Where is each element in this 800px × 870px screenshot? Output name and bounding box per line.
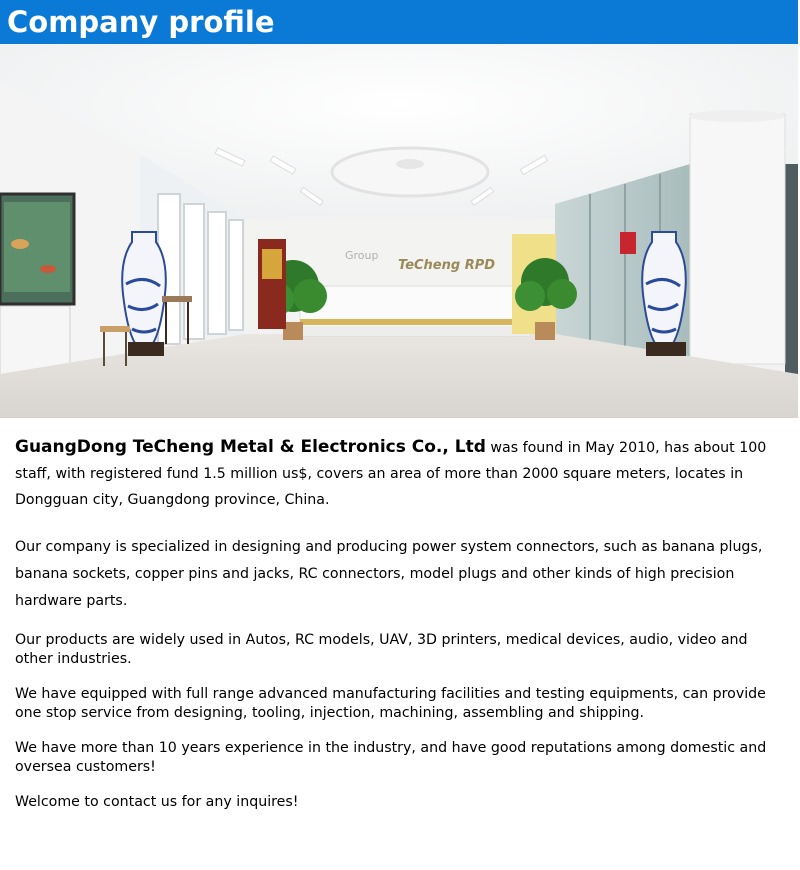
wall-sign: Group	[345, 249, 379, 262]
paragraph-applications: Our products are widely used in Autos, RC models, UAV, 3D printers, medical devices, audio, video and other industries.	[15, 632, 748, 667]
intro-text: was found in May 2010, has about 100 staff, with registered fund 1.5 million us$, covers an area of more than 2000 square meters, locates in Dongguan city, Guangdong province, China.	[15, 440, 767, 508]
profile-text	[15, 434, 785, 812]
paragraph-experience: We have more than 10 years experience in the industry, and have good reputations among domestic and oversea customers!	[15, 740, 767, 775]
reception-sign: TeCheng RPD	[398, 258, 496, 273]
office-lobby-photo	[0, 44, 798, 418]
company-name: GuangDong TeCheng Metal & Electronics Co., Ltd	[15, 437, 486, 457]
paragraph-welcome: Welcome to contact us for any inquires!	[15, 794, 299, 810]
intro-paragraph	[15, 434, 785, 513]
office-lobby-illustration	[0, 44, 798, 418]
paragraph-specialization: Our company is specialized in designing and producing power system connectors, such as banana plugs, banana sockets, copper pins and jacks, RC connectors, model plugs and other kinds of high precision hardware parts.	[15, 539, 763, 609]
header-bar	[0, 0, 798, 44]
paragraph-facilities: We have equipped with full range advanced manufacturing facilities and testing equipments, can provide one stop service from designing, tooling, injection, machining, assembling and shipping.	[15, 686, 766, 721]
page-title: Company profile	[7, 5, 275, 39]
